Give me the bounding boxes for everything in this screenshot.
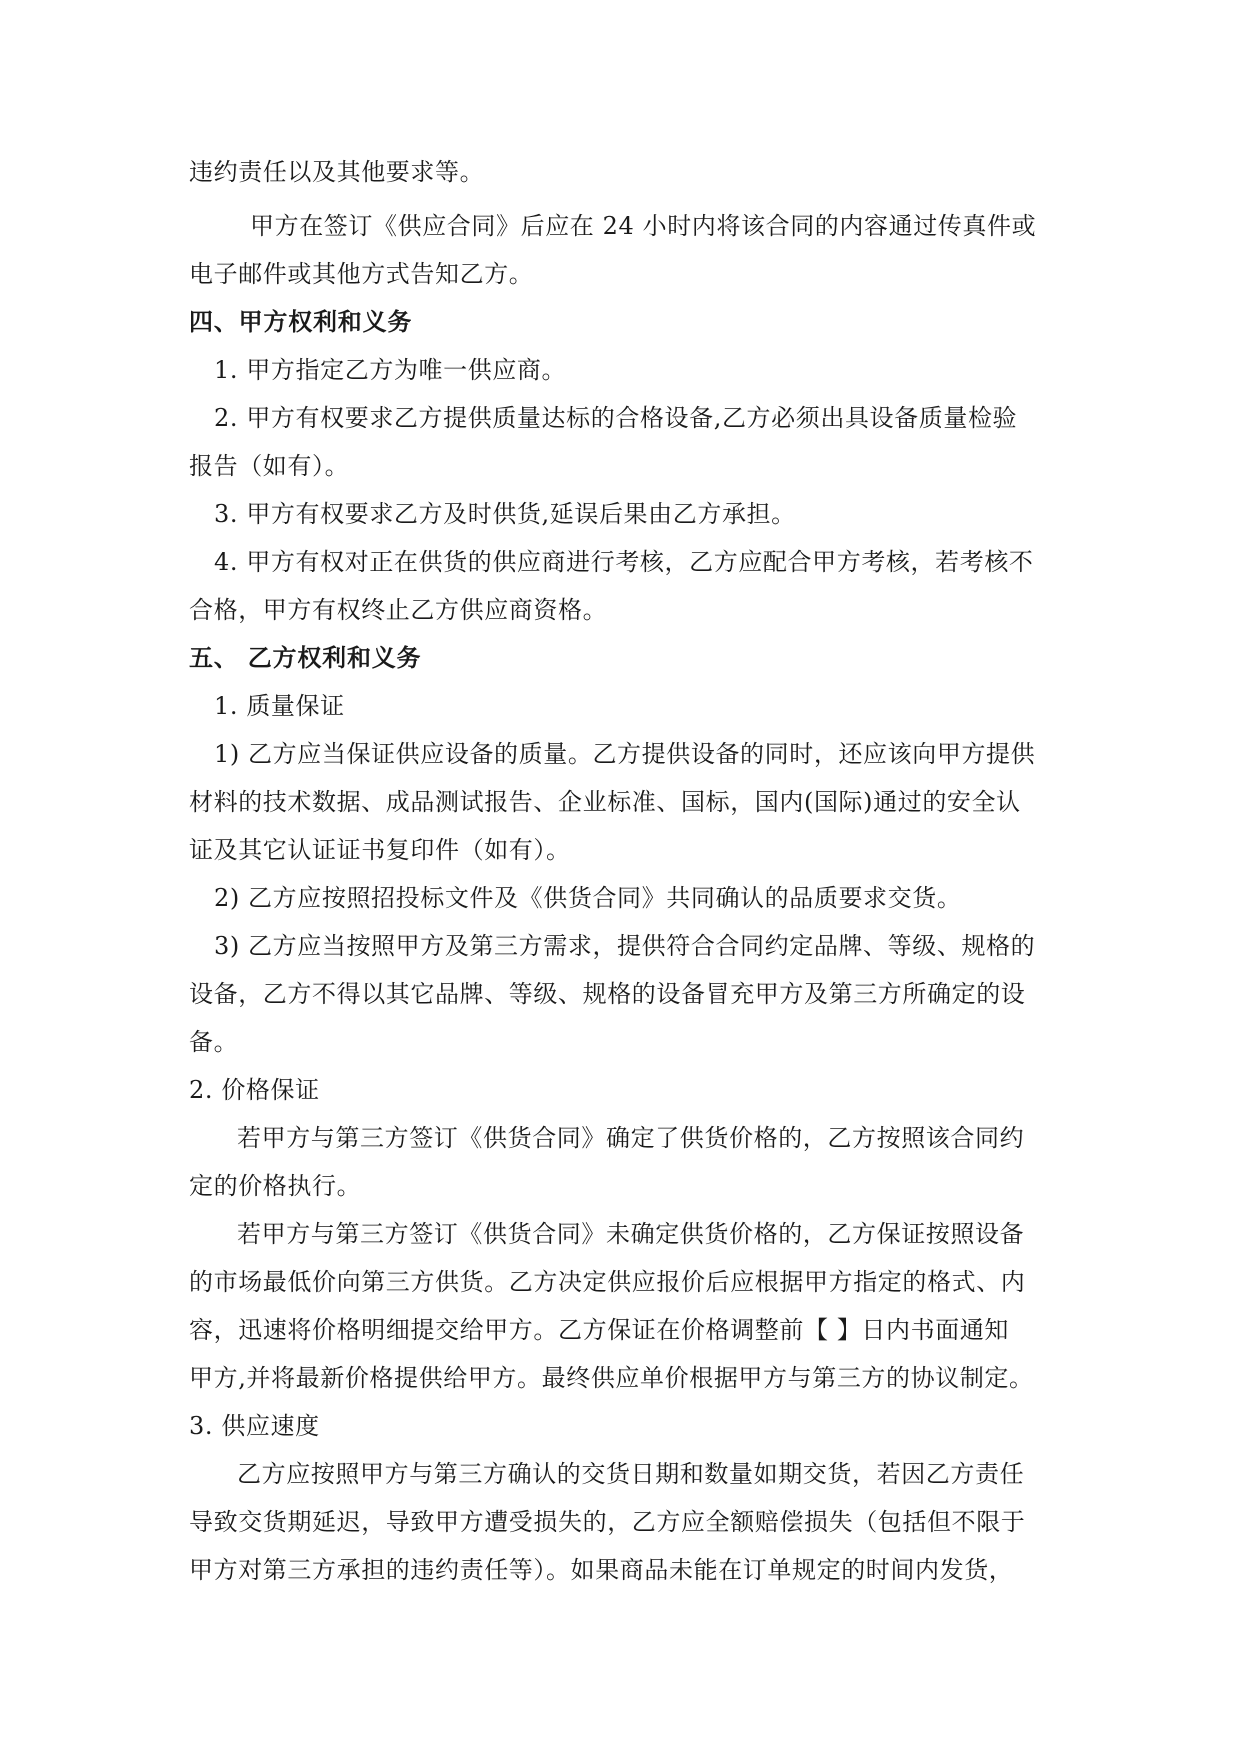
subsection-heading: 1. 质量保证 [214,692,345,720]
text-line: 合格，甲方有权终止乙方供应商资格。 [189,596,608,624]
text-line: 材料的技术数据、成品测试报告、企业标准、国标，国内(国际)通过的安全认 [189,788,1021,816]
text-line: 若甲方与第三方签订《供货合同》未确定供货价格的，乙方保证按照设备 [237,1220,1025,1248]
text-line: 导致交货期延迟，导致甲方遭受损失的，乙方应全额赔偿损失（包括但不限于 [189,1508,1026,1536]
list-item: 3. 甲方有权要求乙方及时供货,延误后果由乙方承担。 [214,500,796,528]
list-item: 1. 甲方指定乙方为唯一供应商。 [214,356,567,384]
subsection-heading: 2. 价格保证 [189,1076,320,1104]
list-item: 4. 甲方有权对正在供货的供应商进行考核，乙方应配合甲方考核，若考核不 [214,548,1034,576]
text-line: 若甲方与第三方签订《供货合同》确定了供货价格的，乙方按照该合同约 [237,1124,1025,1152]
text-line: 甲方在签订《供应合同》后应在 24 小时内将该合同的内容通过传真件或 [250,212,1037,240]
list-item: 2) 乙方应按照招投标文件及《供货合同》共同确认的品质要求交货。 [214,884,962,912]
section-heading-4: 四、甲方权利和义务 [189,308,413,336]
text-line: 违约责任以及其他要求等。 [189,158,485,186]
list-item: 3) 乙方应当按照甲方及第三方需求，提供符合合同约定品牌、等级、规格的 [214,932,1036,960]
text-line: 定的价格执行。 [189,1172,362,1200]
text-line: 甲方,并将最新价格提供给甲方。最终供应单价根据甲方与第三方的协议制定。 [189,1364,1034,1392]
subsection-heading: 3. 供应速度 [189,1412,320,1440]
text-line: 容，迅速将价格明细提交给甲方。乙方保证在价格调整前【 】日内书面通知 [189,1316,1010,1344]
text-line: 证及其它认证证书复印件（如有）。 [189,836,571,864]
text-line: 甲方对第三方承担的违约责任等）。如果商品未能在订单规定的时间内发货， [189,1556,1014,1584]
text-line: 设备，乙方不得以其它品牌、等级、规格的设备冒充甲方及第三方所确定的设 [189,980,1026,1008]
section-heading-5: 五、 乙方权利和义务 [189,644,422,672]
text-line: 电子邮件或其他方式告知乙方。 [189,260,534,288]
text-line: 的市场最低价向第三方供货。乙方决定供应报价后应根据甲方指定的格式、内 [189,1268,1026,1296]
text-line: 备。 [189,1028,239,1056]
text-line: 乙方应按照甲方与第三方确认的交货日期和数量如期交货，若因乙方责任 [237,1460,1025,1488]
text-line: 报告（如有）。 [189,452,350,480]
list-item: 2. 甲方有权要求乙方提供质量达标的合格设备,乙方必须出具设备质量检验 [214,404,1018,432]
list-item: 1) 乙方应当保证供应设备的质量。乙方提供设备的同时，还应该向甲方提供 [214,740,1036,768]
